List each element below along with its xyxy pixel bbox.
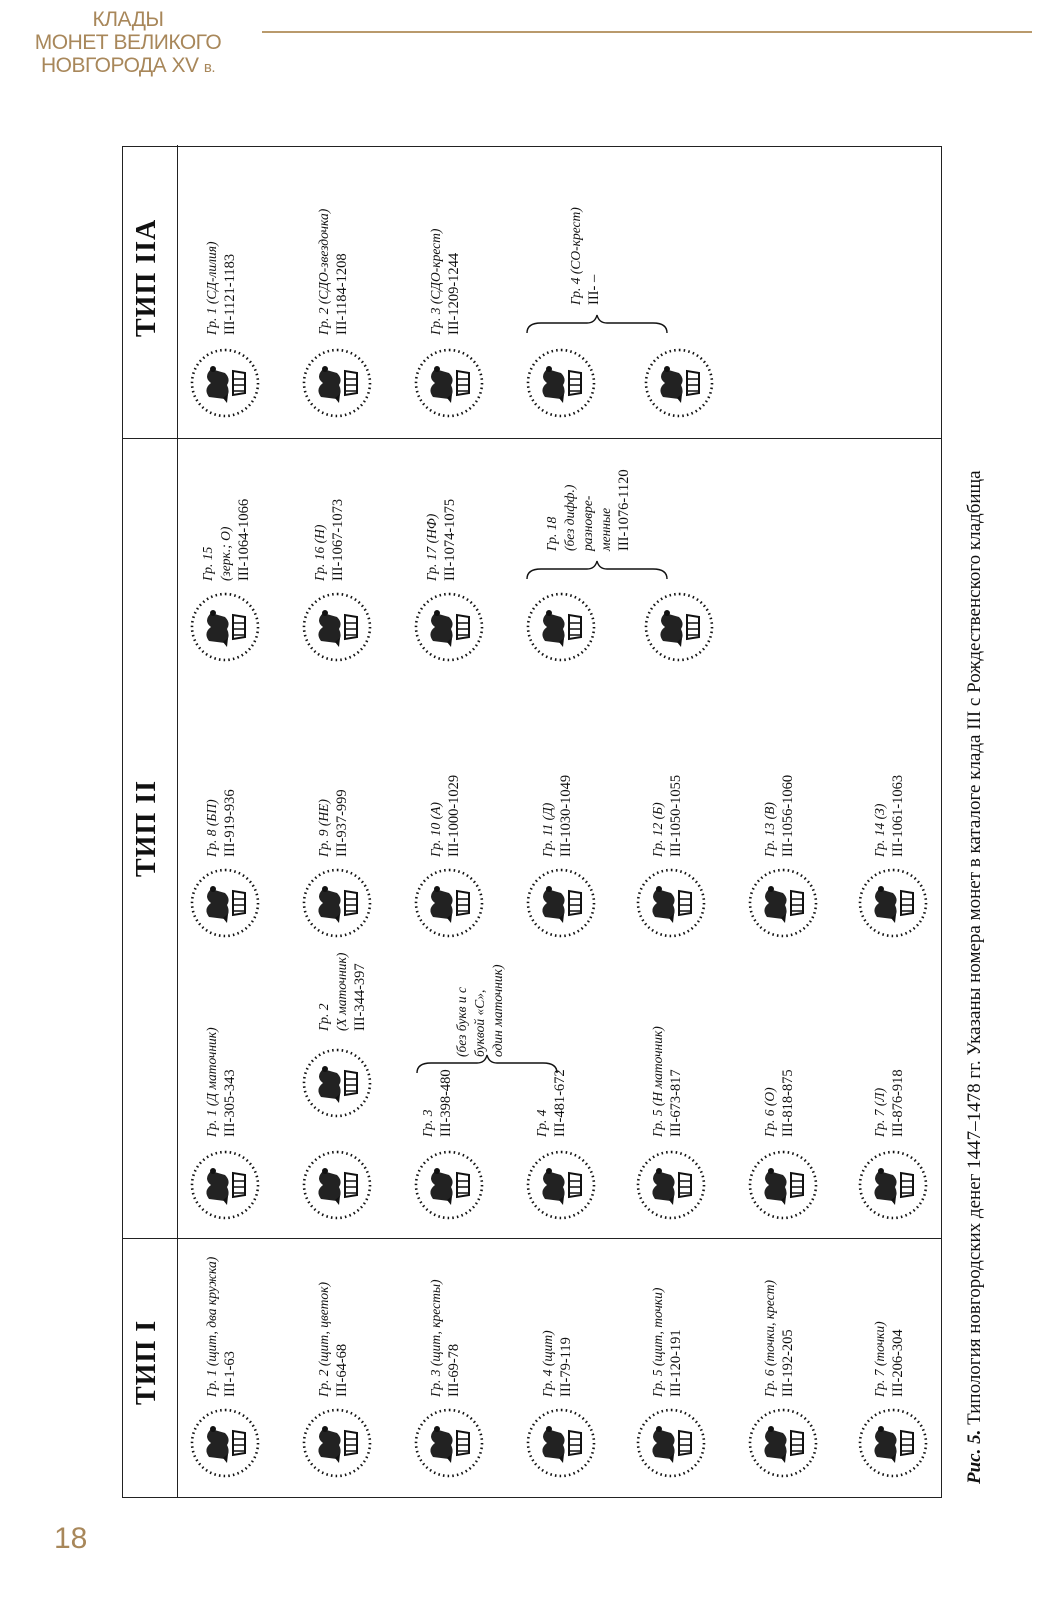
coin-type2-g15 [189, 591, 261, 663]
group-label: Гр. 14 (З) [872, 803, 887, 857]
group-label: Гр. 5 (Н маточник) [650, 1026, 665, 1137]
catalog-range: III-673-817 [668, 1069, 684, 1137]
group-label: Гр. 11 (Д) [540, 802, 555, 857]
coin-type1-g2 [301, 1407, 373, 1479]
label-type2a-g4 [567, 207, 603, 305]
label-type1-g2 [315, 1282, 351, 1397]
page-number: 18 [54, 1522, 88, 1555]
label-type2a-g2 [315, 209, 351, 335]
catalog-range: III-398-480 [438, 1069, 454, 1137]
coin-type1-g1 [189, 1407, 261, 1479]
label-type2-g8 [203, 789, 239, 857]
group-label: Гр. 18 [544, 516, 559, 551]
group-label: Гр. 7 (точки) [872, 1321, 887, 1397]
catalog-range: III-937-999 [334, 789, 350, 857]
catalog-range: III-1056-1060 [780, 774, 796, 857]
label-type2-g3 [419, 1069, 455, 1137]
group-label: один маточник) [490, 964, 505, 1057]
catalog-range: III-1184-1208 [334, 253, 350, 335]
label-type2-g1 [203, 1027, 239, 1137]
running-header [18, 8, 238, 79]
coin-type2-g12 [635, 867, 707, 939]
group-label: Гр. 15 [200, 546, 215, 581]
caption-text: Типология новгородских денег 1447–1478 гг. Указаны номера монет в каталоге клада III с Рождественского кладбища [964, 470, 985, 1425]
label-type2-g16 [311, 499, 347, 581]
group-label: Гр. 2 (СДО-звездочка) [316, 208, 331, 335]
group-label: (Х маточник) [334, 952, 349, 1031]
coin-type2-g2-2 [301, 1047, 373, 1119]
header-line-1: КЛАДЫ [92, 8, 164, 31]
group-label: буквой «С», [472, 989, 487, 1057]
label-type2-g9 [315, 789, 351, 857]
type-2-title: ТИП II [131, 779, 162, 877]
coin-type1-g6 [747, 1407, 819, 1479]
label-type1-g1 [203, 1257, 239, 1397]
coin-type2-g2-1 [301, 1149, 373, 1221]
group-label: Гр. 6 (О) [762, 1087, 777, 1137]
label-type2a-g3 [427, 229, 463, 335]
coin-type2-g8 [189, 867, 261, 939]
coin-type2a-g2 [301, 347, 373, 419]
catalog-range: III-481-672 [552, 1069, 568, 1137]
catalog-range: III-305-343 [222, 1069, 238, 1137]
coin-type2-g11 [525, 867, 597, 939]
group-label: Гр. 9 (НЕ) [316, 799, 331, 857]
label-type2-g15 [199, 499, 253, 581]
coin-type1-g7 [857, 1407, 929, 1479]
catalog-range: III-1064-1066 [236, 498, 252, 581]
group-label: Гр. 7 (Л) [872, 1087, 887, 1137]
coin-type2-g17 [413, 591, 485, 663]
catalog-range: III-1076-1120 [616, 469, 632, 551]
catalog-range: III-1000-1029 [446, 774, 462, 857]
coin-type2a-g3 [413, 347, 485, 419]
group-label: разновре- [580, 495, 595, 551]
label-type1-g4 [539, 1330, 575, 1397]
coin-type2-g10 [413, 867, 485, 939]
catalog-range: III- – [586, 274, 602, 305]
coin-type2-g4-1 [525, 1149, 597, 1221]
header-line-2: МОНЕТ ВЕЛИКОГО [34, 31, 222, 54]
group-label: Гр. 4 (щит) [540, 1330, 555, 1397]
catalog-range: III-64-68 [334, 1343, 350, 1397]
coin-type2a-g4-a [525, 347, 597, 419]
label-type2-g5 [649, 1026, 685, 1137]
group-label: Гр. 2 [316, 1003, 331, 1031]
group-label: Гр. 4 (СО-крест) [568, 207, 583, 305]
coin-type2-g5-1 [635, 1149, 707, 1221]
catalog-range: III-192-205 [780, 1329, 796, 1397]
label-type2-g18 [543, 469, 633, 551]
group-label: Гр. 2 (щит, цветок) [316, 1282, 331, 1397]
brace-gr18 [523, 553, 673, 583]
label-type2-g10 [427, 775, 463, 857]
catalog-range: III-1067-1073 [330, 498, 346, 581]
label-type1-g3 [427, 1280, 463, 1397]
label-type2-g17 [423, 499, 459, 581]
catalog-range: III-1209-1244 [446, 252, 462, 335]
group-label: (без дифф.) [562, 484, 577, 551]
group-label: Гр. 1 (щит, два кружка) [204, 1256, 219, 1397]
coin-type2-g14 [857, 867, 929, 939]
brace-type2a-g4 [523, 307, 673, 337]
header-line-3: НОВГОРОДА XV в. [40, 54, 215, 77]
label-type2-g12 [649, 775, 685, 857]
catalog-range: III-69-78 [446, 1343, 462, 1397]
label-type1-g7 [871, 1321, 907, 1397]
label-type1-g5 [649, 1288, 685, 1397]
catalog-range: III-818-875 [780, 1069, 796, 1137]
group-label: Гр. 3 (СДО-крест) [428, 228, 443, 335]
catalog-range: III-1030-1049 [558, 774, 574, 857]
header-rule [262, 31, 1032, 33]
divider-type2 [123, 438, 941, 439]
coin-type2-g3-1 [413, 1149, 485, 1221]
catalog-range: III-1061-1063 [890, 774, 906, 857]
group-label: Гр. 13 (В) [762, 802, 777, 857]
group-label: Гр. 4 [534, 1109, 549, 1137]
group-label: (без букв и с [454, 986, 469, 1057]
coin-type2-g13 [747, 867, 819, 939]
group-label: Гр. 3 [420, 1109, 435, 1137]
caption-label: Рис. 5. [964, 1429, 985, 1484]
group-label: Гр. 6 (точки, крест) [762, 1280, 777, 1397]
label-type2-g6 [761, 1069, 797, 1137]
label-type2a-g1 [203, 241, 239, 335]
group-label: Гр. 8 (БП) [204, 799, 219, 857]
coin-typology-figure [122, 146, 1012, 1498]
coin-type2-g1-1 [189, 1149, 261, 1221]
coin-type2-g7-1 [857, 1149, 929, 1221]
label-type2-g14 [871, 775, 907, 857]
label-type1-g6 [761, 1280, 797, 1397]
label-type2-g13 [761, 775, 797, 857]
catalog-range: III-1121-1183 [222, 253, 238, 335]
catalog-range: III-206-304 [890, 1329, 906, 1397]
group-label: Гр. 5 (щит, точки) [650, 1287, 665, 1397]
coin-type2a-g1 [189, 347, 261, 419]
typology-table [122, 146, 942, 1498]
type-2a-title: ТИП IIA [131, 218, 162, 337]
coin-type1-g4 [525, 1407, 597, 1479]
label-type2-g3-g4-note [453, 965, 507, 1057]
label-type2-g2 [315, 953, 369, 1031]
coin-type2-g18-b [643, 591, 715, 663]
coin-type2-g9 [301, 867, 373, 939]
label-type2-g11 [539, 775, 575, 857]
catalog-range: III-1050-1055 [668, 774, 684, 857]
catalog-range: III-919-936 [222, 789, 238, 857]
coin-type2-g16 [301, 591, 373, 663]
group-label: Гр. 16 (Н) [312, 524, 327, 581]
label-type2-g7 [871, 1069, 907, 1137]
coin-type2a-g4-b [643, 347, 715, 419]
coin-type2-g18-a [525, 591, 597, 663]
coin-type1-g5 [635, 1407, 707, 1479]
catalog-range: III-79-119 [558, 1337, 574, 1397]
group-label: Гр. 17 (НФ) [424, 513, 439, 581]
catalog-range: III-344-397 [352, 963, 368, 1031]
type-1-title: ТИП I [131, 1319, 162, 1405]
group-label: Гр. 1 (Д маточник) [204, 1027, 219, 1137]
group-label: Гр. 1 (СД-лилия) [204, 241, 219, 335]
group-label: Гр. 10 (А) [428, 802, 443, 857]
coin-type2-g6-1 [747, 1149, 819, 1221]
group-label: Гр. 12 (Б) [650, 802, 665, 857]
group-label: (зерк.; О) [218, 526, 233, 581]
group-label: Гр. 3 (щит, кресты) [428, 1279, 443, 1397]
divider-type1 [123, 1238, 941, 1239]
catalog-range: III-1074-1075 [442, 498, 458, 581]
catalog-range: III-876-918 [890, 1069, 906, 1137]
label-type2-g4 [533, 1069, 569, 1137]
catalog-range: III-120-191 [668, 1329, 684, 1397]
coin-type1-g3 [413, 1407, 485, 1479]
figure-caption [964, 154, 1004, 1484]
group-label: менные [598, 507, 613, 551]
brace-gr3-gr4 [413, 1047, 563, 1077]
catalog-range: III-1-63 [222, 1351, 238, 1397]
